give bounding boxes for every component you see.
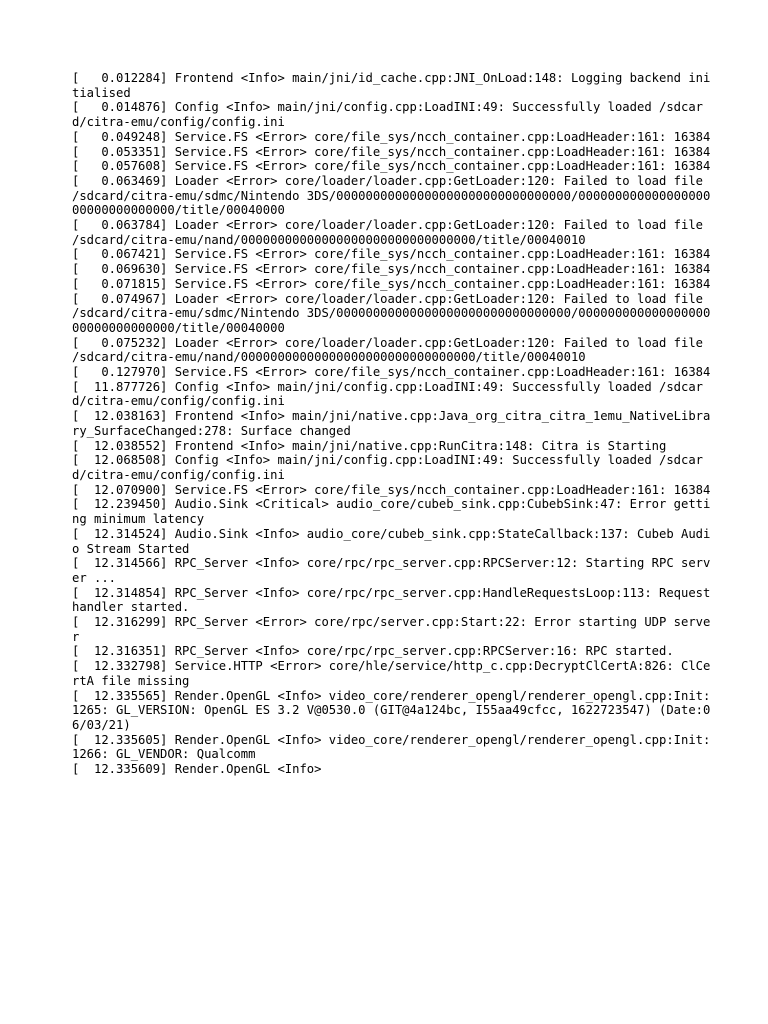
log-line: [ 12.335609] Render.OpenGL <Info> xyxy=(72,762,322,777)
log-line: [ 0.127970] Service.FS <Error> core/file_sys/ncch_container.cpp:LoadHeader:161: 16384 xyxy=(72,365,711,380)
log-line: [ 12.070900] Service.FS <Error> core/file_sys/ncch_container.cpp:LoadHeader:161: 16384 xyxy=(72,482,711,497)
log-line: [ 12.316299] RPC_Server <Error> core/rpc/server.cpp:Start:22: Error starting UDP server xyxy=(72,615,711,644)
log-line: [ 12.038163] Frontend <Info> main/jni/native.cpp:Java_org_citra_citra_1emu_NativeLibrary_SurfaceChanged:278: Surface changed xyxy=(72,409,711,438)
log-line: [ 0.053351] Service.FS <Error> core/file_sys/ncch_container.cpp:LoadHeader:161: 16384 xyxy=(72,144,711,159)
log-line: [ 0.074967] Loader <Error> core/loader/loader.cpp:GetLoader:120: Failed to load file /sdcard/citra-emu/sdmc/Nintendo 3DS/00000000000000000000000000000000/00000000000000000000000000000000/title/00040000 xyxy=(72,291,711,335)
log-document xyxy=(72,71,718,777)
log-line: [ 0.067421] Service.FS <Error> core/file_sys/ncch_container.cpp:LoadHeader:161: 16384 xyxy=(72,247,711,262)
log-line: [ 12.038552] Frontend <Info> main/jni/native.cpp:RunCitra:148: Citra is Starting xyxy=(72,438,667,453)
log-line: [ 12.335565] Render.OpenGL <Info> video_core/renderer_opengl/renderer_opengl.cpp:Init:1265: GL_VERSION: OpenGL ES 3.2 V@0530.0 (GIT@4a124bc, I55aa49cfcc, 1622723547) (Date:06/03/21) xyxy=(72,688,711,732)
log-line: [ 12.335605] Render.OpenGL <Info> video_core/renderer_opengl/renderer_opengl.cpp:Init:1266: GL_VENDOR: Qualcomm xyxy=(72,732,711,762)
log-line: [ 0.063469] Loader <Error> core/loader/loader.cpp:GetLoader:120: Failed to load file /sdcard/citra-emu/sdmc/Nintendo 3DS/00000000000000000000000000000000/00000000000000000000000000000000/title/00040000 xyxy=(72,173,711,218)
log-line: [ 0.071815] Service.FS <Error> core/file_sys/ncch_container.cpp:LoadHeader:161: 16384 xyxy=(72,276,711,291)
log-line: [ 0.057608] Service.FS <Error> core/file_sys/ncch_container.cpp:LoadHeader:161: 16384 xyxy=(72,159,711,174)
log-line: [ 12.332798] Service.HTTP <Error> core/hle/service/http_c.cpp:DecryptClCertA:826: ClCertA file missing xyxy=(72,659,711,688)
log-line: [ 0.049248] Service.FS <Error> core/file_sys/ncch_container.cpp:LoadHeader:161: 16384 xyxy=(72,129,711,144)
log-line: [ 0.069630] Service.FS <Error> core/file_sys/ncch_container.cpp:LoadHeader:161: 16384 xyxy=(72,262,711,277)
log-line: [ 12.314566] RPC_Server <Info> core/rpc/rpc_server.cpp:RPCServer:12: Starting RPC server ... xyxy=(72,556,711,585)
log-line: [ 12.068508] Config <Info> main/jni/config.cpp:LoadINI:49: Successfully loaded /sdcard/citra-emu/config/config.ini xyxy=(72,453,704,482)
log-line: [ 0.012284] Frontend <Info> main/jni/id_cache.cpp:JNI_OnLoad:148: Logging backend initialised xyxy=(72,71,711,100)
log-line: [ 12.314524] Audio.Sink <Info> audio_core/cubeb_sink.cpp:StateCallback:137: Cubeb Audio Stream Started xyxy=(72,526,711,556)
log-line: [ 0.063784] Loader <Error> core/loader/loader.cpp:GetLoader:120: Failed to load file /sdcard/citra-emu/nand/00000000000000000000000000000000/title/00040010 xyxy=(72,218,711,247)
log-line: [ 11.877726] Config <Info> main/jni/config.cpp:LoadINI:49: Successfully loaded /sdcard/citra-emu/config/config.ini xyxy=(72,379,704,409)
log-line: [ 12.239450] Audio.Sink <Critical> audio_core/cubeb_sink.cpp:CubebSink:47: Error getting minimum latency xyxy=(72,497,711,527)
log-line: [ 12.316351] RPC_Server <Info> core/rpc/rpc_server.cpp:RPCServer:16: RPC started. xyxy=(72,644,674,659)
log-line: [ 12.314854] RPC_Server <Info> core/rpc/rpc_server.cpp:HandleRequestsLoop:113: Request handler started. xyxy=(72,585,718,615)
log-line: [ 0.075232] Loader <Error> core/loader/loader.cpp:GetLoader:120: Failed to load file /sdcard/citra-emu/nand/00000000000000000000000000000000/title/00040010 xyxy=(72,335,711,365)
log-line: [ 0.014876] Config <Info> main/jni/config.cpp:LoadINI:49: Successfully loaded /sdcard/citra-emu/config/config.ini xyxy=(72,100,704,130)
